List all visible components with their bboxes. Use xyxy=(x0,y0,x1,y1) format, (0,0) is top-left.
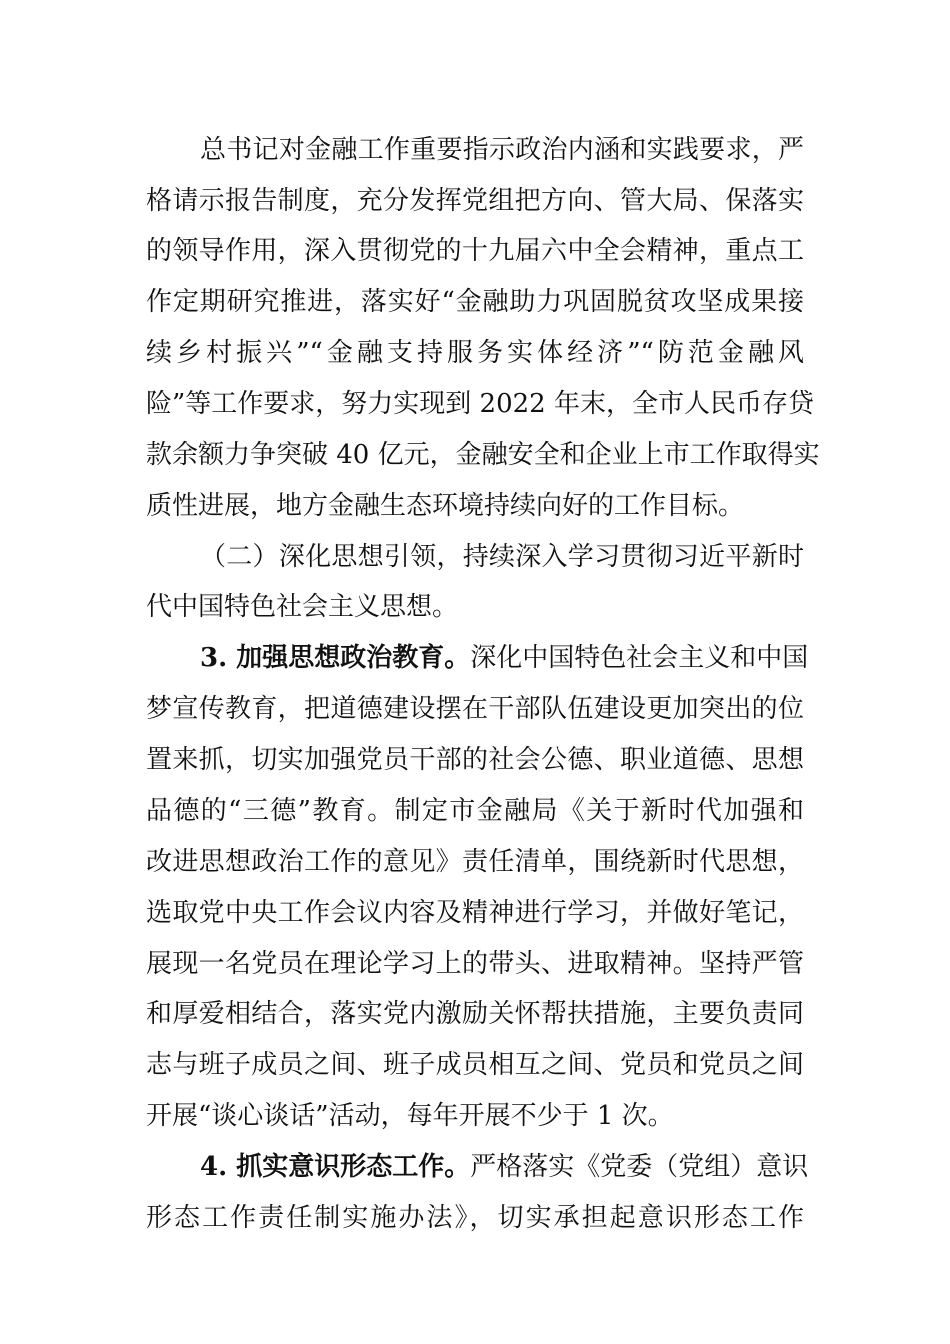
item-3-line-7: 展现一名党员在理论学习上的带头、进取精神。坚持严管 xyxy=(146,949,804,979)
item-3-line-2: 梦宣传教育，把道德建设摆在干部队伍建设更加突出的位 xyxy=(146,694,804,724)
item-3-line-1-text: 深化中国特色社会主义和中国 xyxy=(470,643,809,673)
item-4-line-2: 形态工作责任制实施办法》，切实承担起意识形态工作 xyxy=(146,1203,804,1233)
item-3-line-10: 开展“谈心谈话”活动，每年开展不少于 1 次。 xyxy=(146,1101,674,1131)
item-3-line-8: 和厚爱相结合，落实党内激励关怀帮扶措施，主要负责同 xyxy=(146,999,804,1029)
item-3-line-1 xyxy=(200,636,809,680)
paragraph-1-line-3: 的领导作用，深入贯彻党的十九届六中全会精神，重点工 xyxy=(146,236,804,266)
item-4-line-1 xyxy=(200,1145,809,1189)
section-heading-line-1: （二）深化思想引领，持续深入学习贯彻习近平新时 xyxy=(200,542,804,572)
paragraph-1-line-8: 质性进展，地方金融生态环境持续向好的工作目标。 xyxy=(146,491,745,521)
paragraph-1-line-4: 作定期研究推进，落实好“金融助力巩固脱贫攻坚成果接 xyxy=(146,287,804,317)
paragraph-1-line-1: 总书记对金融工作重要指示政治内涵和实践要求，严 xyxy=(200,135,804,165)
paragraph-1-line-6: 险”等工作要求，努力实现到 2022 年末，全市人民币存贷 xyxy=(146,389,814,419)
item-3-line-5: 改进思想政治工作的意见》责任清单，围绕新时代思想， xyxy=(146,847,804,877)
paragraph-1-line-2: 格请示报告制度，充分发挥党组把方向、管大局、保落实 xyxy=(146,186,804,216)
paragraph-1-line-5: 续乡村振兴”“金融支持服务实体经济”“防范金融风 xyxy=(146,338,804,368)
item-3-line-3: 置来抓，切实加强党员干部的社会公德、职业道德、思想 xyxy=(146,745,804,775)
item-3-line-9: 志与班子成员之间、班子成员相互之间、党员和党员之间 xyxy=(146,1050,804,1080)
item-3-line-6: 选取党中央工作会议内容及精神进行学习，并做好笔记， xyxy=(146,898,804,928)
paragraph-1-line-7: 款余额力争突破 40 亿元，金融安全和企业上市工作取得实 xyxy=(146,440,820,470)
item-4-title: 4. 抓实意识形态工作。 xyxy=(200,1152,471,1182)
item-4-line-1-text: 严格落实《党委（党组）意识 xyxy=(470,1152,809,1182)
item-3-line-4: 品德的“三德”教育。制定市金融局《关于新时代加强和 xyxy=(146,796,804,826)
section-heading-line-2: 代中国特色社会主义思想。 xyxy=(146,592,459,622)
item-3-title: 3. 加强思想政治教育。 xyxy=(200,643,471,673)
